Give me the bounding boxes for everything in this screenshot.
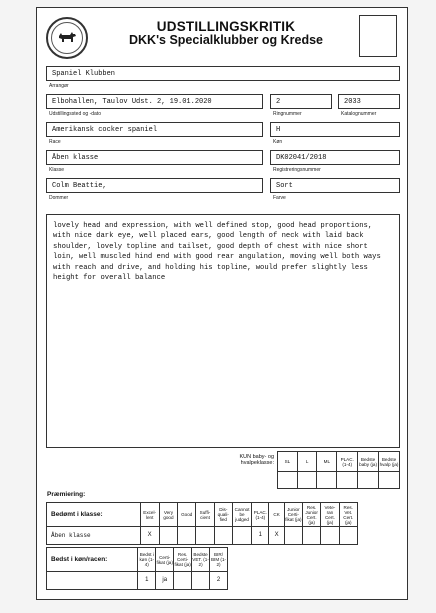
judged-value [159,527,177,545]
judged-value [178,527,196,545]
best-value [174,572,192,590]
ring-label: Ringnummer [273,111,302,117]
sex-label: Køn [273,139,283,145]
judged-value [232,527,251,545]
page-title: UDSTILLINGSKRITIK [156,19,296,34]
judged-row-label: Åben klasse [47,527,141,545]
premiering-title: Præmiering: [47,491,86,498]
sex-field: H [270,122,400,137]
best-row-blank [47,572,138,590]
judged-value [339,527,357,545]
best-header: Bedst i køn (1-4) [138,548,156,572]
baby-header-l: L [297,452,317,472]
judged-header: CK [269,503,284,527]
judged-header: Excel-lent [140,503,159,527]
judged-header: Res. Vet. Cert. (ja) [339,503,357,527]
baby-class-table [277,451,400,489]
judged-header: Res. Junior Cert. (ja) [303,503,321,527]
catalog-field: 2033 [338,94,400,109]
best-header: Res. Certi-fikat (ja) [174,548,192,572]
baby-cell [358,472,379,489]
judged-value [196,527,214,545]
class-field: Åben klasse [46,150,263,165]
breed-label: Race [49,139,61,145]
judged-value [303,527,321,545]
arranger-field: Spaniel Klubben [46,66,400,81]
best-value [192,572,210,590]
baby-header-best-puppy: Bedste hvalp (ja) [379,452,400,472]
judged-header: Very good [159,503,177,527]
color-field: Sort [270,178,400,193]
best-table [46,547,228,590]
judged-table [46,502,358,545]
baby-cell [317,472,337,489]
ring-field: 2 [270,94,332,109]
registration-field: DK02041/2018 [270,150,400,165]
photo-box [359,15,397,57]
baby-cell [297,472,317,489]
judged-value: X [269,527,284,545]
breed-field: Amerikansk cocker spaniel [46,122,263,137]
baby-header-ml: ML [317,452,337,472]
baby-cell [337,472,358,489]
best-header: Bedste VET. (1-2) [192,548,210,572]
judged-value [284,527,302,545]
judged-header: Good [178,503,196,527]
baby-class-label: KUN baby- og hvalpeklasse: [239,454,274,466]
judged-header: Dis-quali-fied [214,503,232,527]
best-value: ja [156,572,174,590]
judged-label: Bedømt i klasse: [47,503,141,527]
judged-value: 1 [252,527,269,545]
judged-value [321,527,339,545]
baby-header-best-baby: Bedste baby (ja) [358,452,379,472]
class-label: Klasse [49,167,65,173]
page-subtitle: DKK's Specialklubber og Kredse [128,33,323,47]
judge-field: Colm Beattie, [46,178,263,193]
judged-header: Suffi-cient [196,503,214,527]
judged-header: Cannot be judged [232,503,251,527]
best-header: BIR/ BIM (1-2) [210,548,228,572]
judged-header: PLAC. (1-4) [252,503,269,527]
scottish-terrier-logo-icon [57,30,77,44]
venue-label: Udstillingssted og -dato [49,111,101,117]
color-label: Farve [273,195,286,201]
registration-label: Registreringsnummer [273,167,321,173]
critique-text: lovely head and expression, with well defined stop, good head proportions, with nice dark eye, well placed ears, good length of neck with laid back shoulder, lovely topline and tailset, good depth of chest with nice short loin, well muscled hind end with good rear angulation, moving well both ways with reach and drive, and holding his topline, would prefer slightly less height for overall balance [46,214,400,448]
best-label: Bedst i køn/racen: [47,548,138,572]
best-value: 2 [210,572,228,590]
baby-header-sl: SL [278,452,298,472]
best-value: 1 [138,572,156,590]
judged-header: Junior Certi-fikat (ja) [284,503,302,527]
judge-label: Dommer [49,195,69,201]
baby-cell [278,472,298,489]
judged-value: X [140,527,159,545]
best-header: Certi-fikat (ja) [156,548,174,572]
baby-cell [379,472,400,489]
judged-value [214,527,232,545]
venue-field: Elbohallen, Taulov Udst. 2, 19.01.2020 [46,94,263,109]
arranger-label: Arrangør [49,83,69,89]
club-logo [46,17,88,59]
catalog-label: Katalognummer [341,111,377,117]
baby-header-plac: PLAC. (1-4) [337,452,358,472]
judged-header: Vete-ran Cert. (ja) [321,503,339,527]
